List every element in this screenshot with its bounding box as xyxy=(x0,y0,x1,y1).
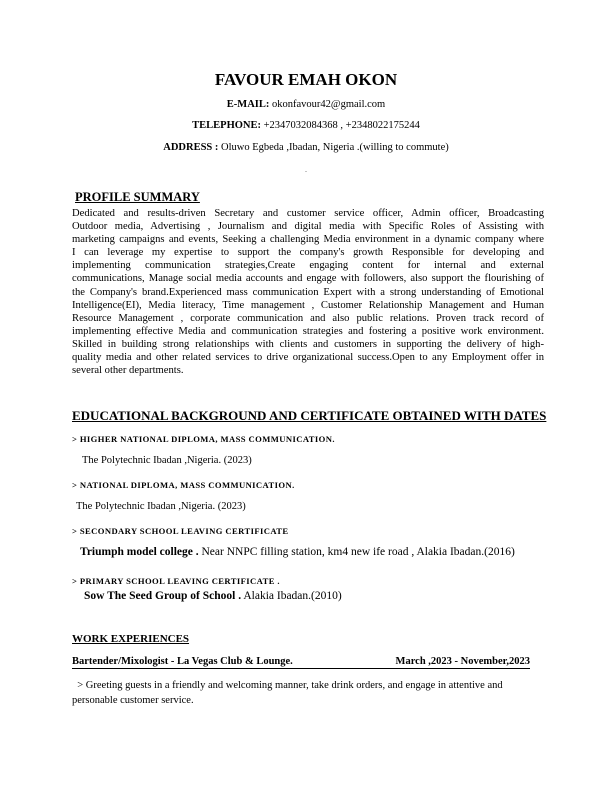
address-label: ADDRESS : xyxy=(163,142,219,153)
profile-line: implementing effective Media and communication strategies and fostering a positive work environment. xyxy=(72,325,544,337)
job-dates: March ,2023 - November,2023 xyxy=(395,656,530,667)
profile-summary xyxy=(72,207,544,377)
education-item-title: > PRIMARY SCHOOL LEAVING CERTIFICATE . xyxy=(72,576,280,586)
phone-value: +2347032084368 , +2348022175244 xyxy=(263,120,420,131)
education-item-detail: The Polytechnic Ibadan ,Nigeria. (2023) xyxy=(76,501,246,512)
school-detail: Alakia Ibadan.(2010) xyxy=(241,590,342,602)
profile-heading: PROFILE SUMMARY xyxy=(75,190,200,204)
education-item-title: > SECONDARY SCHOOL LEAVING CERTIFICATE xyxy=(72,526,289,536)
school-detail: Near NNPC filling station, km4 new ife road , Alakia Ibadan.(2016) xyxy=(198,546,515,558)
job-duty: > Greeting guests in a friendly and welcoming manner, take drink orders, and engage in attentive and xyxy=(72,680,503,691)
profile-line: Outdoor media, Advertising , Journalism and digital media with Specific Roles of Assisting with xyxy=(72,221,544,233)
email-label: E-MAIL: xyxy=(226,99,270,110)
profile-line: implementing communication strategies,Create engaging content for internal and external xyxy=(72,260,544,272)
email-line xyxy=(0,99,612,110)
work-heading: WORK EXPERIENCES xyxy=(72,633,190,645)
profile-line: marketing campaigns and events, Seeking a challenging Media environment in a dynamic company where xyxy=(72,234,544,246)
education-item-detail: The Polytechnic Ibadan ,Nigeria. (2023) xyxy=(82,455,252,466)
school-name: Sow The Seed Group of School . xyxy=(84,590,242,602)
education-item-title: > NATIONAL DIPLOMA, MASS COMMUNICATION. xyxy=(72,480,295,490)
address-line xyxy=(0,142,612,153)
profile-line: communications, Manage social media accounts and engage with followers, also support the flourishing of xyxy=(72,273,544,285)
job-duty: personable customer service. xyxy=(72,695,194,706)
profile-line: Dedicated and results-driven Secretary and customer service officer, Admin officer, Broadcasting xyxy=(72,208,544,219)
education-heading: EDUCATIONAL BACKGROUND AND CERTIFICATE OBTAINED WITH DATES xyxy=(72,408,547,423)
job-header xyxy=(72,656,530,669)
profile-line: Intelligence(EI), Media literacy, Time management , Customer Relationship Management and Human xyxy=(72,299,544,311)
phone-line xyxy=(0,120,612,131)
profile-line: the Company's brand.Experienced mass communication Expert with a strong understanding of Emotional xyxy=(72,286,544,298)
school-name: Triumph model college . xyxy=(80,546,199,558)
address-value: Oluwo Egbeda ,Ibadan, Nigeria .(willing to commute) xyxy=(221,142,449,153)
job-title: Bartender/Mixologist - La Vegas Club & Lounge. xyxy=(72,656,293,667)
profile-line: Skilled in building strong relationships with clients and customers in supporting the delivery of high- xyxy=(72,338,544,350)
profile-line: Resource Management , corporate communication and also public relations. Proven track record of xyxy=(72,312,544,324)
phone-label: TELEPHONE: xyxy=(192,120,261,131)
profile-line: several other departments. xyxy=(72,365,184,377)
email-value: okonfavour42@gmail.com xyxy=(272,99,386,110)
education-item-title: > HIGHER NATIONAL DIPLOMA, MASS COMMUNICATION. xyxy=(72,434,335,444)
candidate-name: FAVOUR EMAH OKON xyxy=(214,70,398,89)
separator-dot: . xyxy=(305,165,307,174)
profile-line: quality media and other related services to drive organizational success.Open to any Employment offer in xyxy=(72,352,544,364)
profile-line: I can leverage my expertise to support the company's growth Responsible for developing and xyxy=(72,247,544,259)
education-item-detail xyxy=(84,590,342,602)
education-item-detail xyxy=(80,546,515,558)
